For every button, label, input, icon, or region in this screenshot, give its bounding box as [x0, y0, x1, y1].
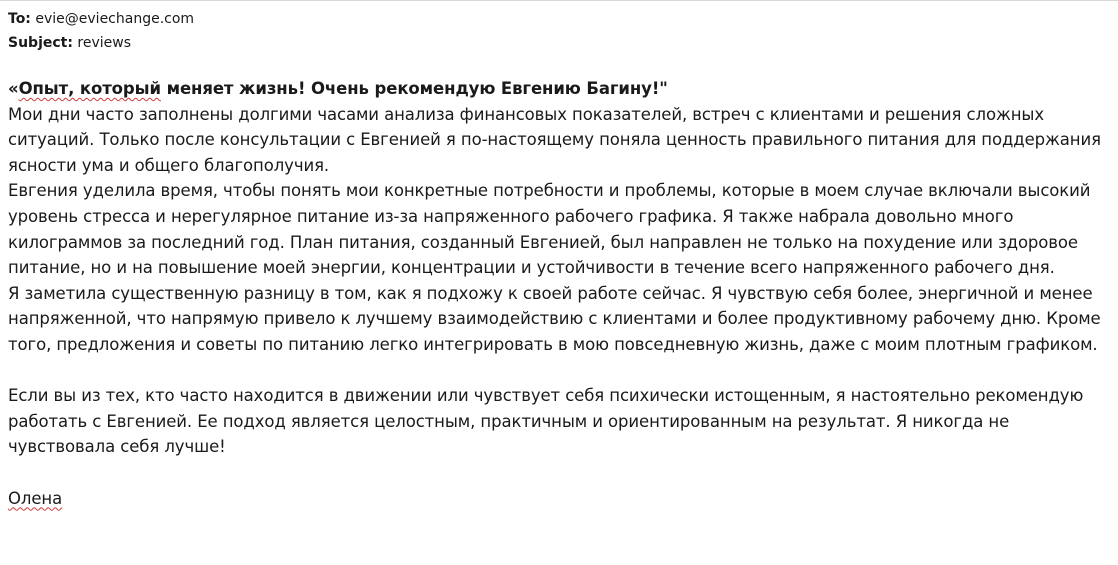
title-misspelled-words: Опыт, который — [18, 79, 161, 98]
signature-name: Олена — [8, 488, 63, 508]
email-headers — [8, 7, 194, 55]
blank-line — [8, 358, 1114, 384]
title-open-quote: « — [8, 79, 19, 98]
top-border — [0, 0, 1118, 1]
subject-value[interactable]: reviews — [77, 35, 132, 51]
paragraph-1: Мои дни часто заполнены долгими часами анализа финансовых показателей, встреч с клиентами и решения сложных ситуаций. Только после консультации с Евгенией я по-настоящему поняла ценность правильного питания для поддержания ясности ума и общего благополучия. — [8, 104, 1101, 175]
paragraph-3: Я заметила существенную разницу в том, как я подхожу к своей работе сейчас. Я чувствую себя более, энергичной и менее напряженной, что напрямую привело к лучшему взаимодействию с клиентами и более продуктивному рабочему дню. Кроме того, предложения и советы по питанию легко интегрировать в мою повседневную жизнь, даже с моим плотным графиком. — [8, 283, 1101, 354]
paragraph-4: Если вы из тех, кто часто находится в движении или чувствует себя психически истощенным, я настоятельно рекомендую работать с Евгенией. Ее подход является целостным, практичным и ориентированным на результат. Я никогда не чувствовала себя лучше! — [8, 386, 1084, 457]
signature — [8, 486, 1114, 512]
subject-label: Subject: — [8, 35, 73, 51]
subject-row — [8, 31, 194, 55]
review-title — [8, 76, 1114, 102]
blank-line — [8, 460, 1114, 486]
email-body[interactable] — [8, 76, 1114, 511]
to-value[interactable]: evie@eviechange.com — [35, 11, 195, 27]
to-label: To: — [8, 11, 31, 27]
title-rest: меняет жизнь! Очень рекомендую Евгению Багину!" — [160, 79, 668, 98]
paragraph-2: Евгения уделила время, чтобы понять мои конкретные потребности и проблемы, которые в моем случае включали высокий уровень стресса и нерегулярное питание из-за напряженного рабочего графика. Я также набрала довольно много килограммов за последний год. План питания, созданный Евгенией, был направлен не только на похудение или здоровое питание, но и на повышение моей энергии, концентрации и устойчивости в течение всего напряженного рабочего дня. — [8, 181, 1091, 278]
to-row — [8, 7, 194, 31]
